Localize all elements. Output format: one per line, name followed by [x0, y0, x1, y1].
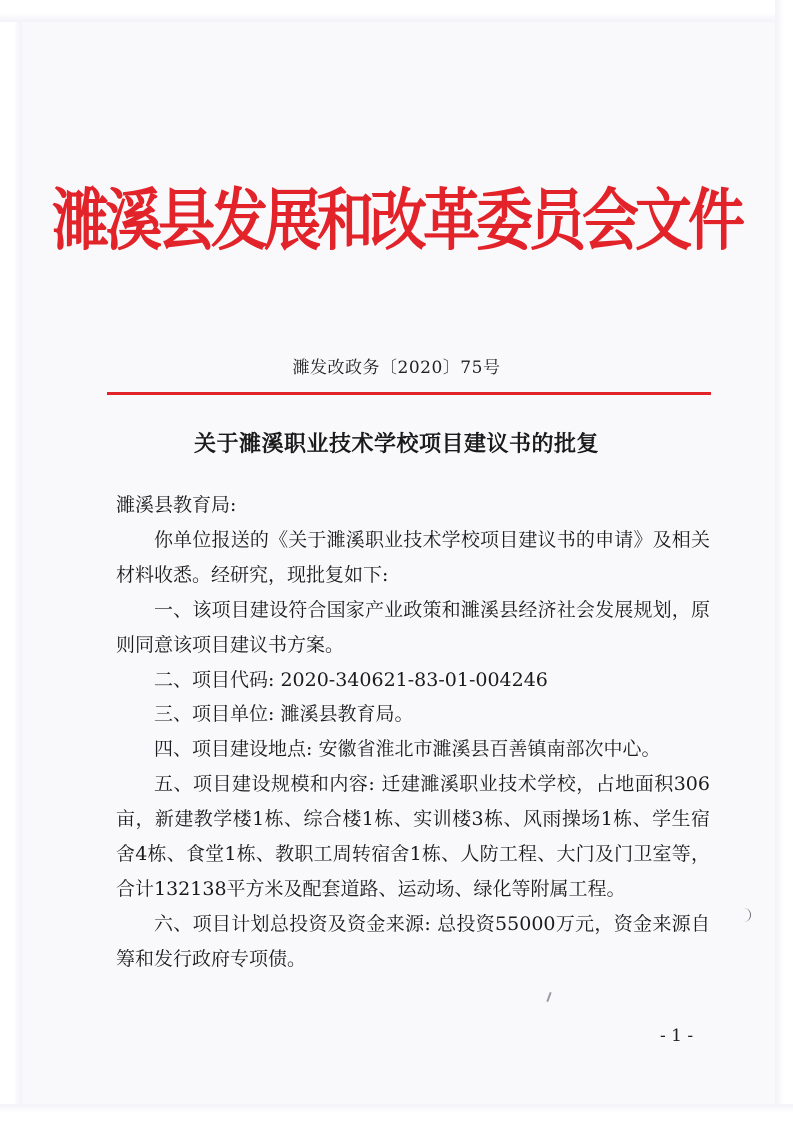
- paragraph: 二、项目代码: 2020-340621-83-01-004246: [154, 668, 548, 691]
- red-divider-line: [107, 392, 711, 395]
- paragraph: 四、项目建设地点: 安徽省淮北市濉溪县百善镇南部次中心。: [154, 738, 661, 761]
- paragraph: 你单位报送的《关于濉溪职业技术学校项目建议书的申请》及相关材料收悉。经研究，现批复如下:: [116, 528, 710, 586]
- document-title: 关于濉溪职业技术学校项目建议书的批复: [193, 432, 599, 457]
- masthead-title: 濉溪县发展和改革委员会文件: [52, 180, 741, 260]
- scan-edge: [0, 1104, 793, 1122]
- paragraph: 六、项目计划总投资及资金来源: 总投资55000万元，资金来源自筹和发行政府专项债。: [116, 912, 710, 970]
- scan-edge: [0, 0, 793, 22]
- paragraph: 一、该项目建设符合国家产业政策和濉溪县经济社会发展规划，原则同意该项目建议书方案。: [116, 598, 710, 656]
- page-number: - 1 -: [660, 1026, 694, 1046]
- document-number: 濉发改政务〔2020〕75号: [292, 358, 501, 378]
- paragraph: 三、项目单位: 濉溪县教育局。: [154, 703, 414, 726]
- scan-edge: [0, 0, 22, 1122]
- paragraph: 五、项目建设规模和内容: 迁建濉溪职业技术学校，占地面积306亩，新建教学楼1栋、综合楼1栋、实训楼3栋、风雨操场1栋、学生宿舍4栋、食堂1栋、教职工周转宿舍1栋、人防工程、大门及门卫室等，合计132138平方米及配套道路、运动场、绿化等附属工程。: [116, 773, 710, 900]
- addressee: 濉溪县教育局:: [116, 494, 237, 516]
- scan-mark: [744, 908, 751, 922]
- scan-edge: [775, 0, 793, 1122]
- scan-mark: [546, 992, 551, 1002]
- document-body: [116, 488, 710, 977]
